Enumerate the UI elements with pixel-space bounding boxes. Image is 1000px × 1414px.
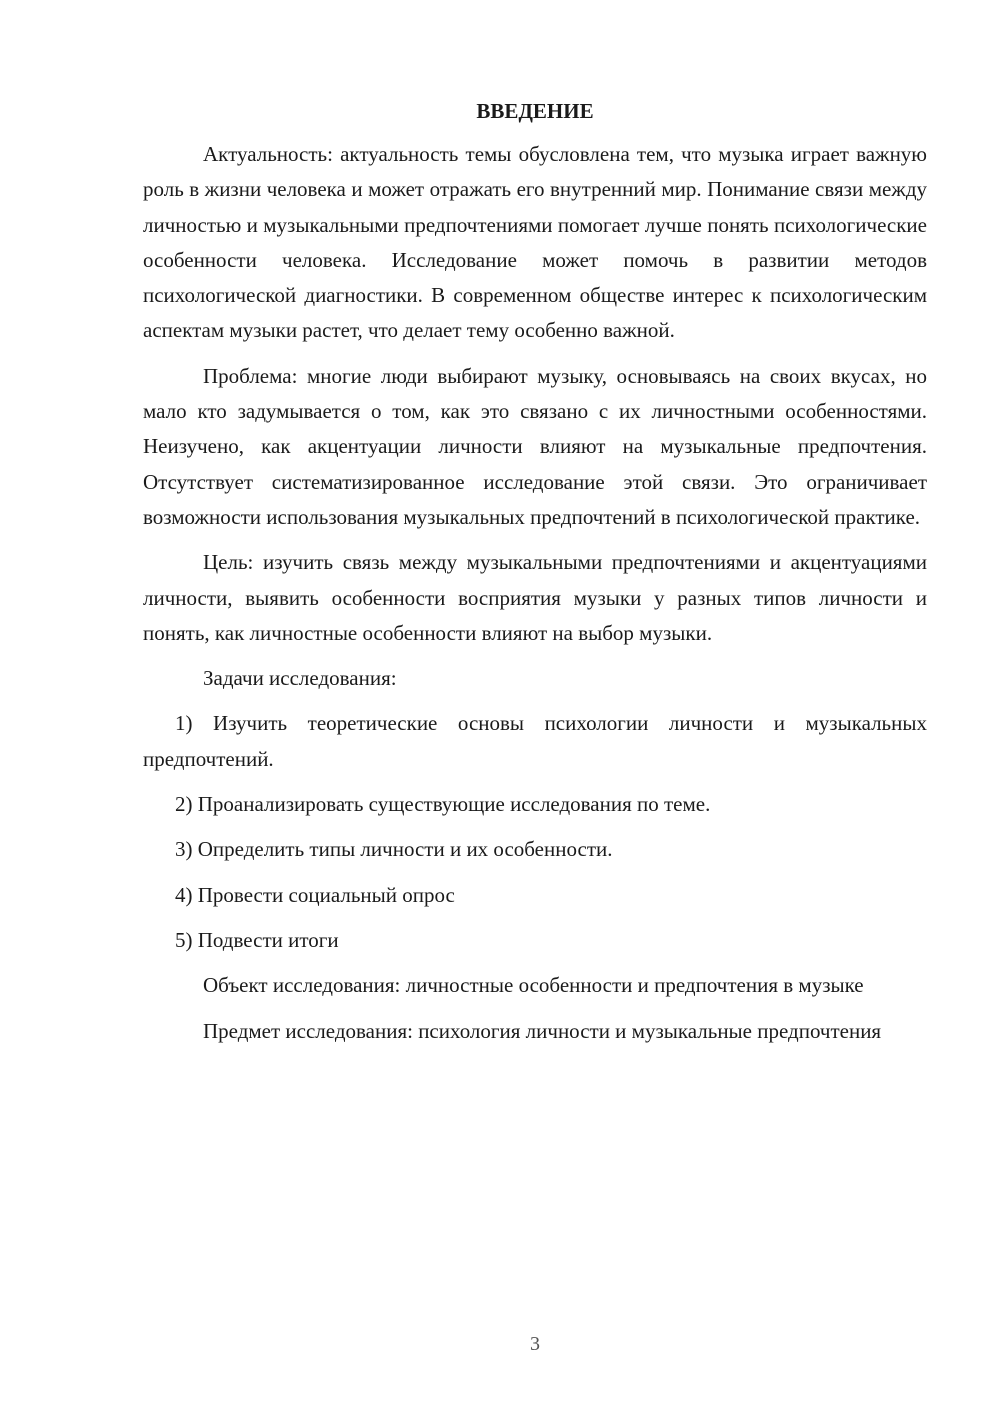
task-item-1: 1) Изучить теоретические основы психологии личности и музыкальных предпочтений.	[143, 711, 927, 771]
page-content	[143, 94, 927, 1059]
task-item-5: 5) Подвести итоги	[175, 927, 339, 952]
paragraph-problem: Проблема: многие люди выбирают музыку, основываясь на своих вкусах, но мало кто задумывается о том, как это связано с их личностными особенностями. Неизучено, как акцентуации личности влияют на музыкальные предпочтения. Отсутствует систематизированное исследование этой связи. Это ограничивает возможности использования музыкальных предпочтений в психологической практике.	[143, 363, 927, 529]
section-title: ВВЕДЕНИЕ	[476, 99, 594, 123]
paragraph-subject: Предмет исследования: психология личности и музыкальные предпочтения	[203, 1018, 882, 1043]
page-number: 3	[530, 1333, 540, 1355]
paragraph-object: Объект исследования: личностные особенности и предпочтения в музыке	[203, 973, 864, 998]
task-item-3: 3) Определить типы личности и их особенности.	[175, 837, 613, 862]
paragraph-relevance: Актуальность: актуальность темы обусловлена тем, что музыка играет важную роль в жизни человека и может отражать его внутренний мир. Понимание связи между личностью и музыкальными предпочтениями помогает лучше понять психологические особенности человека. Исследование может помочь в развитии методов психологической диагностики. В современном обществе интерес к психологическим аспектам музыки растет, что делает тему особенно важной.	[143, 142, 927, 343]
task-item-2: 2) Проанализировать существующие исследования по теме.	[175, 792, 711, 817]
task-item-4: 4) Провести социальный опрос	[175, 882, 455, 907]
paragraph-goal: Цель: изучить связь между музыкальными предпочтениями и акцентуациями личности, выявить особенности восприятия музыки у разных типов личности и понять, как личностные особенности влияют на выбор музыки.	[143, 550, 927, 645]
tasks-heading: Задачи исследования:	[203, 666, 397, 691]
